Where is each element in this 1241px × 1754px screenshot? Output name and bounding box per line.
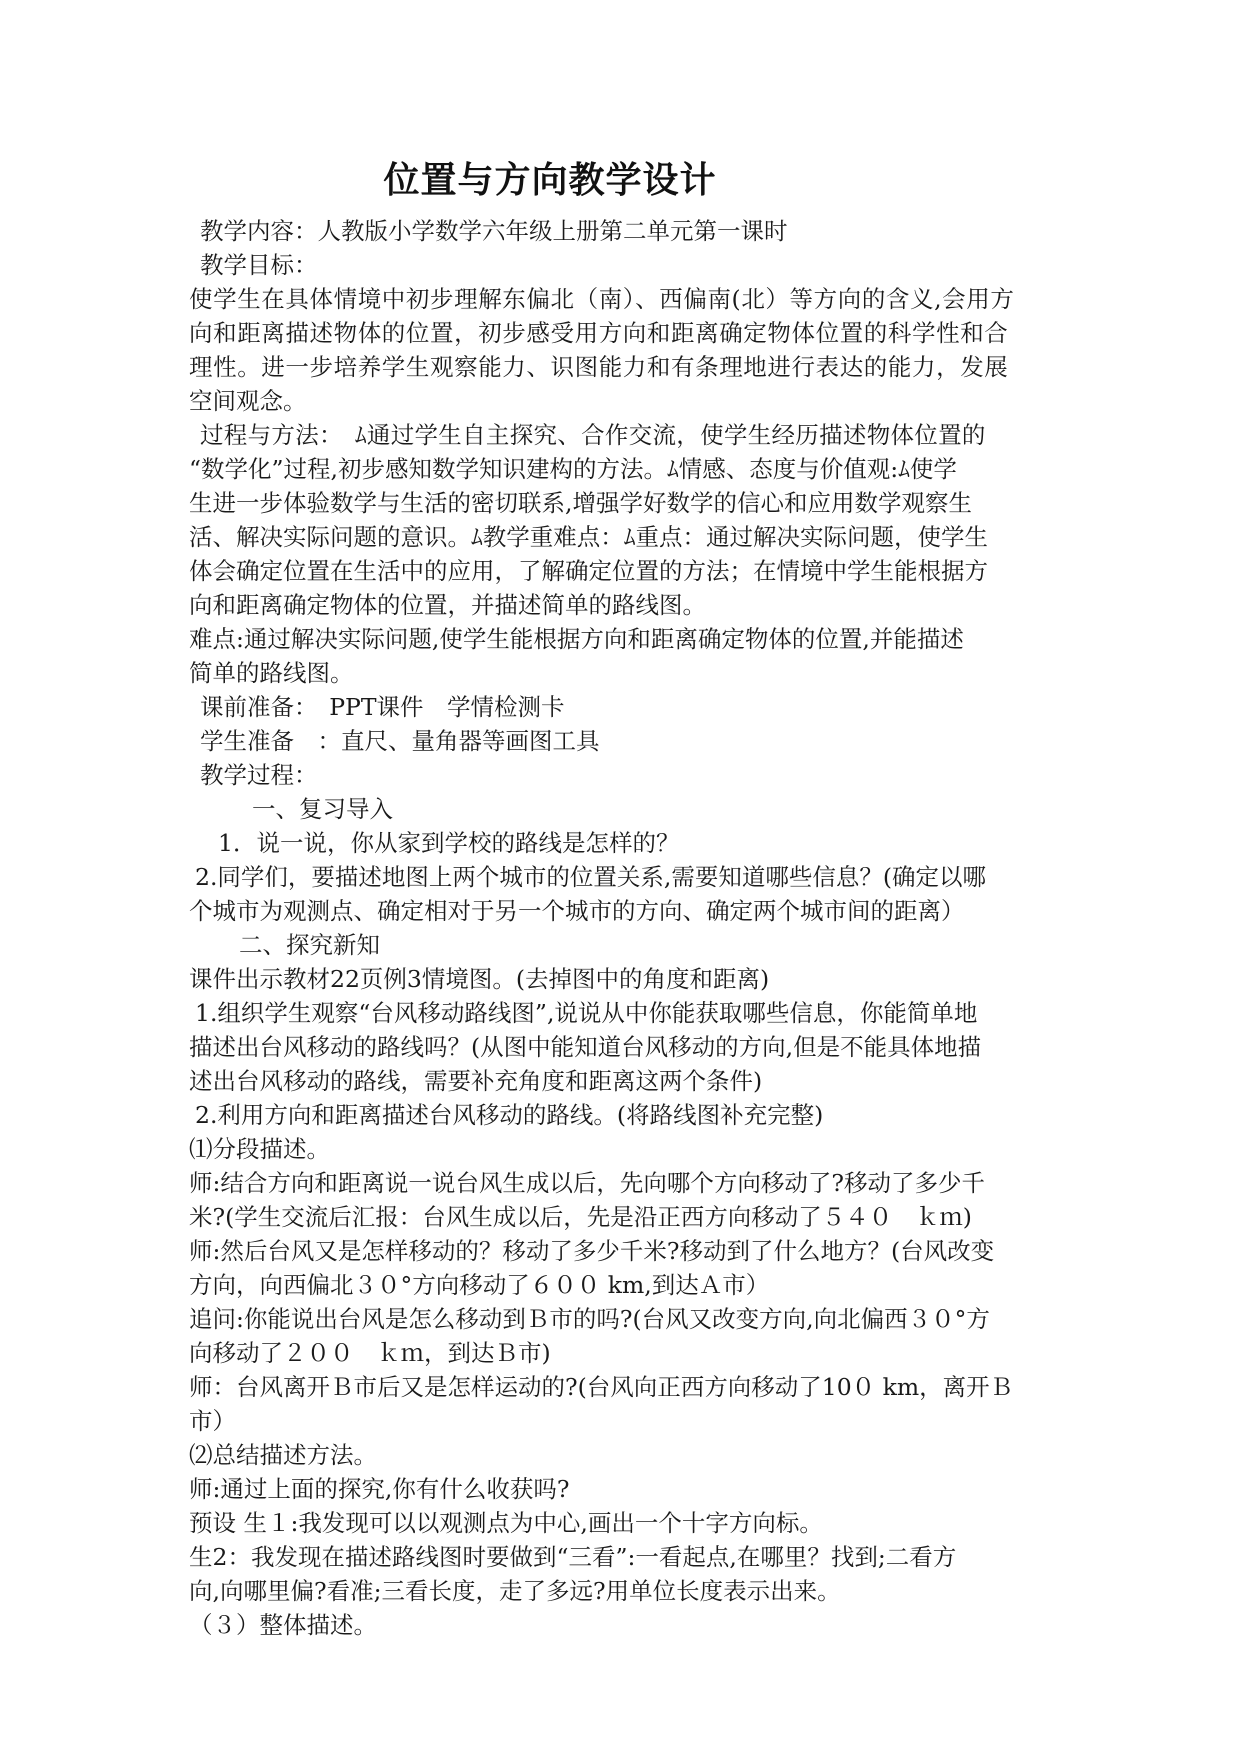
section-heading: 一、复习导入 — [252, 795, 393, 823]
paragraph-line: 市） — [189, 1407, 236, 1435]
paragraph-line: （３）整体描述。 — [189, 1611, 377, 1639]
paragraph-line: 个城市为观测点、确定相对于另一个城市的方向、确定两个城市间的距离） — [189, 897, 965, 925]
paragraph-line: 1．说一说，你从家到学校的路线是怎样的？ — [218, 829, 680, 857]
paragraph-line: 难点:通过解决实际问题,使学生能根据方向和距离确定物体的位置,并能描述 — [189, 625, 964, 653]
paragraph-line: 追问:你能说出台风是怎么移动到Ｂ市的吗?(台风又改变方向,向北偏西３０°方 — [189, 1305, 990, 1333]
paragraph-line: 过程与方法： ﾑ通过学生自主探究、合作交流，使学生经历描述物体位置的 — [200, 421, 986, 449]
paragraph-line: 教学内容：人教版小学数学六年级上册第二单元第一课时 — [200, 217, 788, 245]
paragraph-line: 预设 生１:我发现可以以观测点为中心,画出一个十字方向标。 — [189, 1509, 823, 1537]
paragraph-line: 生进一步体验数学与生活的密切联系,增强学好数学的信心和应用数学观察生 — [189, 489, 972, 517]
paragraph-line: 米?(学生交流后汇报：台风生成以后，先是沿正西方向移动了５４０ ｋｍ) — [189, 1203, 972, 1231]
paragraph-line: 教学过程： — [200, 761, 318, 789]
paragraph-line: “数学化”过程,初步感知数学知识建构的方法。ﾑ情感、态度与价值观:ﾑ使学 — [189, 455, 957, 483]
paragraph-line: ⑴分段描述。 — [189, 1135, 330, 1163]
document-title: 位置与方向教学设计 — [383, 160, 717, 201]
paragraph-line: 师:通过上面的探究,你有什么收获吗? — [189, 1475, 570, 1503]
paragraph-line: 向和距离描述物体的位置，初步感受用方向和距离确定物体位置的科学性和合 — [189, 319, 1009, 347]
paragraph-line: 学生准备 ：直尺、量角器等画图工具 — [200, 727, 600, 755]
paragraph-line: 方向，向西偏北３０°方向移动了６００ km,到达Ａ市） — [189, 1271, 770, 1299]
paragraph-line: 生2：我发现在描述路线图时要做到“三看”:一看起点,在哪里？找到;二看方 — [189, 1543, 957, 1571]
paragraph-line: 简单的路线图。 — [189, 659, 354, 687]
paragraph-line: 使学生在具体情境中初步理解东偏北（南）、西偏南(北）等方向的含义,会用方 — [189, 285, 1015, 313]
section-heading: 二、探究新知 — [239, 931, 380, 959]
paragraph-line: ⑵总结描述方法。 — [189, 1441, 377, 1469]
paragraph-line: 述出台风移动的路线，需要补充角度和距离这两个条件) — [189, 1067, 763, 1095]
paragraph-line: 向和距离确定物体的位置，并描述简单的路线图。 — [189, 591, 706, 619]
paragraph-line: 师:结合方向和距离说一说台风生成以后，先向哪个方向移动了?移动了多少千 — [189, 1169, 986, 1197]
paragraph-line: 师：台风离开Ｂ市后又是怎样运动的?(台风向正西方向移动了10０ km，离开Ｂ — [189, 1373, 1014, 1401]
paragraph-line: 向移动了２００ ｋｍ，到达Ｂ市) — [189, 1339, 551, 1367]
paragraph-line: 空间观念。 — [189, 387, 307, 415]
paragraph-line: 向,向哪里偏?看准;三看长度，走了多远?用单位长度表示出来。 — [189, 1577, 841, 1605]
paragraph-line: 描述出台风移动的路线吗？(从图中能知道台风移动的方向,但是不能具体地描 — [189, 1033, 982, 1061]
paragraph-line: 课前准备： PPT课件 学情检测卡 — [200, 693, 565, 721]
paragraph-line: 课件出示教材22页例3情境图。(去掉图中的角度和距离) — [189, 965, 770, 993]
paragraph-line: 2.同学们，要描述地图上两个城市的位置关系,需要知道哪些信息？(确定以哪 — [195, 863, 987, 891]
paragraph-line: 体会确定位置在生活中的应用，了解确定位置的方法；在情境中学生能根据方 — [189, 557, 988, 585]
paragraph-line: 师:然后台风又是怎样移动的？移动了多少千米?移动到了什么地方？(台风改变 — [189, 1237, 995, 1265]
paragraph-line: 理性。进一步培养学生观察能力、识图能力和有条理地进行表达的能力，发展 — [189, 353, 1009, 381]
paragraph-line: 教学目标： — [200, 251, 318, 279]
paragraph-line: 活、解决实际问题的意识。ﾑ教学重难点：ﾑ重点：通过解决实际问题，使学生 — [189, 523, 988, 551]
paragraph-line: 1.组织学生观察“台风移动路线图”,说说从中你能获取哪些信息，你能简单地 — [195, 999, 978, 1027]
paragraph-line: 2.利用方向和距离描述台风移动的路线。(将路线图补充完整) — [195, 1101, 824, 1129]
